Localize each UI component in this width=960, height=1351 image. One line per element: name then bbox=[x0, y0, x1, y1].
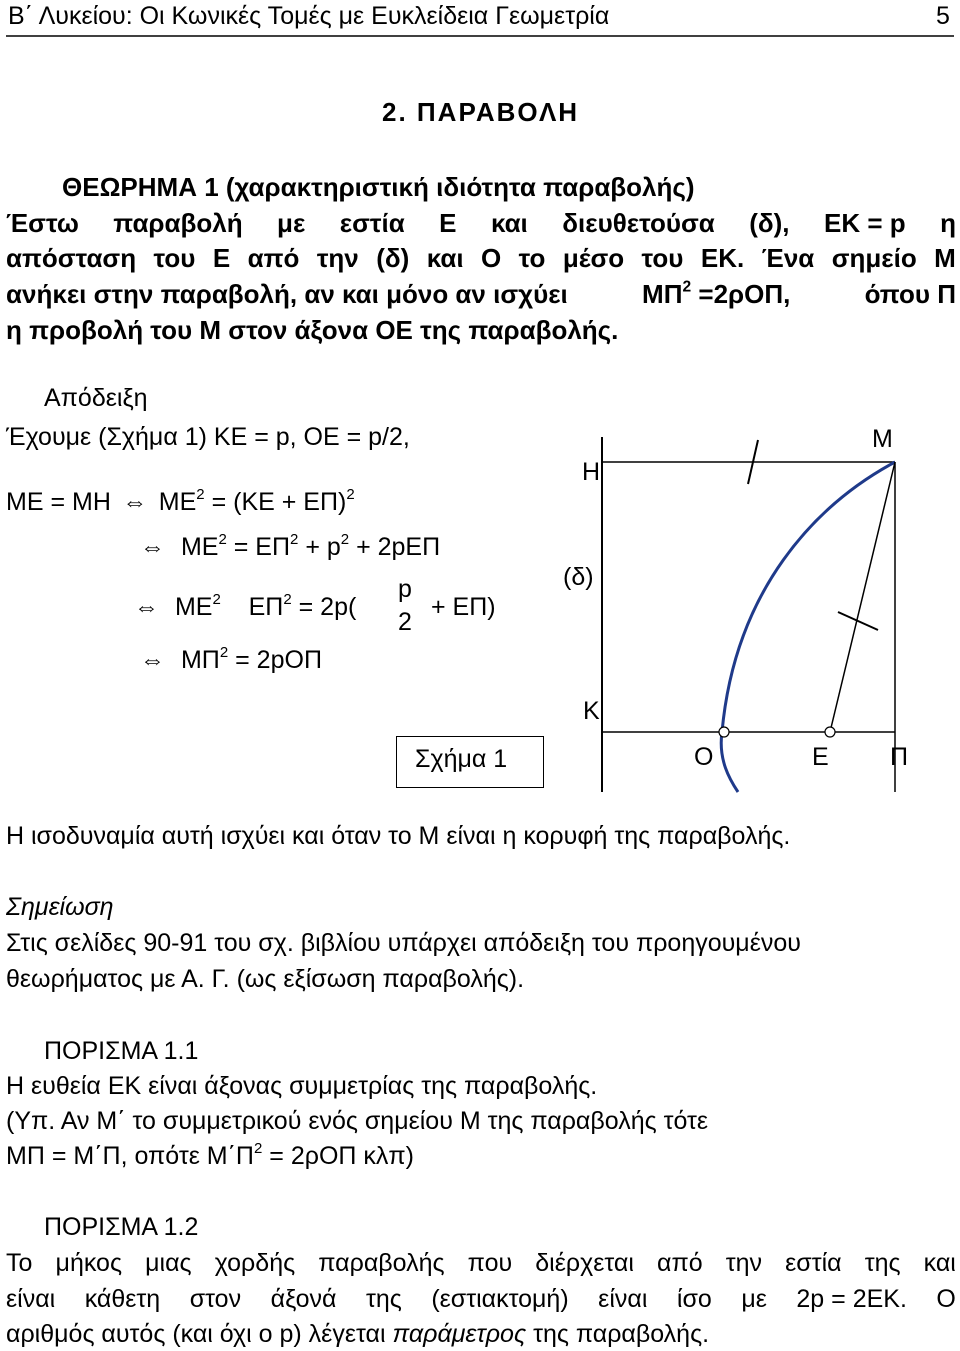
theorem-line-1 bbox=[6, 208, 956, 239]
theorem-word: σημείο bbox=[831, 243, 917, 273]
theorem-word: το bbox=[518, 243, 546, 273]
corollary-2-line-1 bbox=[6, 1249, 956, 1278]
figure-caption: Σχήμα 1 bbox=[415, 745, 508, 773]
corollary-2-word: μήκος bbox=[55, 1249, 123, 1277]
theorem-word: παραβολή bbox=[113, 208, 243, 238]
theorem-word: (δ) bbox=[376, 243, 410, 273]
parabola-curve bbox=[721, 462, 895, 792]
theorem-word: με bbox=[277, 208, 306, 238]
theorem-word: (δ), bbox=[749, 208, 790, 238]
theorem-word: απόσταση bbox=[6, 243, 137, 273]
equal-tick-mark bbox=[838, 612, 878, 630]
equivalence-symbol: ⇔ bbox=[140, 533, 165, 561]
segment-me bbox=[830, 462, 895, 732]
label-o: Ο bbox=[694, 743, 714, 771]
theorem-word: Έστω bbox=[6, 208, 79, 238]
theorem-word: και bbox=[426, 243, 464, 273]
corollary-2-word: και bbox=[923, 1249, 956, 1277]
theorem-word: Ε bbox=[439, 208, 457, 238]
corollary-2-word: εστία bbox=[785, 1249, 842, 1277]
corollary-2-word: (εστιακτομή) bbox=[431, 1285, 569, 1313]
equation-3-tail: + ΕΠ) bbox=[431, 593, 496, 621]
theorem-word: Ε bbox=[212, 243, 231, 273]
note-title: Σημείωση bbox=[6, 893, 114, 921]
corollary-2-word: είναι bbox=[598, 1285, 648, 1313]
label-h: Η bbox=[582, 458, 601, 486]
theorem-word: διευθετούσα bbox=[562, 208, 715, 238]
theorem-word: ΕΚ = p bbox=[823, 208, 906, 238]
theorem-line-3-part-d: όπου Π bbox=[864, 279, 956, 309]
corollary-2-word: 2p = 2ΕΚ. bbox=[796, 1285, 907, 1313]
corollary-2-word: άξονά bbox=[270, 1285, 337, 1313]
theorem-line-3 bbox=[6, 279, 956, 310]
theorem-word: την bbox=[316, 243, 359, 273]
corollary-2-word: την bbox=[725, 1249, 763, 1277]
corollary-2-word: Ο bbox=[936, 1285, 956, 1313]
corollary-2-line-2 bbox=[6, 1285, 956, 1314]
theorem-word: και bbox=[490, 208, 528, 238]
corollary-2-word: Το bbox=[6, 1249, 33, 1277]
theorem-word: από bbox=[247, 243, 300, 273]
corollary-2-word: διέρχεται bbox=[535, 1249, 634, 1277]
figure-caption-box bbox=[396, 736, 544, 788]
term-parameter: παράμετρος bbox=[392, 1320, 527, 1348]
note-line-1: Στις σελίδες 90-91 του σχ. βιβλίου υπάρχει απόδειξη του προηγουμένου bbox=[6, 929, 801, 957]
corollary-1-title: ΠΟΡΙΣΜΑ 1.1 bbox=[44, 1037, 199, 1065]
equation-4: ⇔ $M\Pi^2 = 2pO\Pi$ bbox=[140, 643, 322, 674]
corollary-2-word: κάθετη bbox=[84, 1285, 161, 1313]
corollary-1-line-1: Η ευθεία ΕΚ είναι άξονας συμμετρίας της παραβολής. bbox=[6, 1072, 598, 1100]
theorem-word: η bbox=[940, 208, 956, 238]
theorem-word: μέσο bbox=[562, 243, 625, 273]
point-e-marker bbox=[825, 727, 835, 737]
equivalence-symbol: ⇔ bbox=[122, 488, 148, 516]
label-e: Ε bbox=[812, 743, 829, 771]
theorem-word: ΕΚ. bbox=[700, 243, 745, 273]
corollary-2-word: στον bbox=[189, 1285, 242, 1313]
page-number: 5 bbox=[936, 2, 950, 30]
theorem-word: Ένα bbox=[761, 243, 815, 273]
fraction-numerator: p bbox=[398, 575, 412, 603]
corollary-1-line-3: ΜΠ = Μ΄Π, οπότε $M΄\Pi^2 = 2\rho O\Pi$ κλπ) bbox=[6, 1139, 414, 1170]
proof-line-1: Έχουμε (Σχήμα 1) ΚΕ = p, ΟΕ = p/2, bbox=[6, 423, 410, 451]
equivalence-symbol: ⇔ bbox=[134, 593, 159, 621]
theorem-formula: $M\Pi^2 =2\rho O\Pi$, bbox=[642, 278, 791, 309]
corollary-2-word: είναι bbox=[6, 1285, 56, 1313]
point-o-marker bbox=[719, 727, 729, 737]
corollary-2-word: της bbox=[365, 1285, 402, 1313]
label-m: Μ bbox=[872, 425, 893, 453]
corollary-2-word: χορδής bbox=[214, 1249, 296, 1277]
fraction-denominator: 2 bbox=[398, 608, 412, 636]
corollary-1-line-2: (Υπ. Αν Μ΄ το συμμετρικού ενός σημείου Μ της παραβολής τότε bbox=[6, 1107, 709, 1135]
equation-1: ΜΕ = ΜΗ ⇔ $ME^2 = (KE + E\Pi)^2$ bbox=[6, 485, 355, 516]
corollary-2-word: ίσο bbox=[676, 1285, 712, 1313]
section-title: 2. ΠΑΡΑΒΟΛΗ bbox=[382, 97, 580, 127]
corollary-2-word: που bbox=[467, 1249, 513, 1277]
corollary-2-word: της bbox=[864, 1249, 901, 1277]
equation-2: ⇔ $ME^2 = E\Pi^2 + p^2 + 2pE\Pi$ bbox=[140, 530, 441, 561]
label-k: Κ bbox=[583, 697, 600, 725]
label-delta: (δ) bbox=[563, 563, 594, 591]
corollary-2-word: από bbox=[657, 1249, 703, 1277]
equivalence-remark: Η ισοδυναμία αυτή ισχύει και όταν το Μ είναι η κορυφή της παραβολής. bbox=[6, 822, 791, 850]
label-p: Π bbox=[890, 743, 909, 771]
theorem-word: Μ bbox=[934, 243, 956, 273]
theorem-line-2 bbox=[6, 243, 956, 274]
corollary-2-word: μιας bbox=[145, 1249, 192, 1277]
theorem-word: εστία bbox=[339, 208, 405, 238]
theorem-line-4: η προβολή του Μ στον άξονα ΟΕ της παραβολής. bbox=[6, 315, 619, 345]
equal-tick-mark bbox=[748, 440, 758, 484]
theorem-title: ΘΕΩΡΗΜΑ 1 (χαρακτηριστική ιδιότητα παραβολής) bbox=[62, 172, 695, 202]
proof-title: Απόδειξη bbox=[44, 384, 148, 412]
theorem-word: του bbox=[641, 243, 684, 273]
corollary-2-word: παραβολής bbox=[318, 1249, 445, 1277]
corollary-2-title: ΠΟΡΙΣΜΑ 1.2 bbox=[44, 1213, 199, 1241]
corollary-2-line-3: αριθμός αυτός (και όχι ο p) λέγεται παράμετρος της παραβολής. bbox=[6, 1320, 710, 1348]
note-line-2: θεωρήματος με Α. Γ. (ως εξίσωση παραβολής). bbox=[6, 965, 525, 993]
running-header-title: Β΄ Λυκείου: Οι Κωνικές Τομές με Ευκλείδεια Γεωμετρία bbox=[8, 2, 610, 30]
theorem-word: Ο bbox=[480, 243, 502, 273]
equivalence-symbol: ⇔ bbox=[140, 646, 165, 674]
corollary-2-word: με bbox=[741, 1285, 767, 1313]
equation-3: ⇔ $ME^2$ $E\Pi^2 = 2p$( bbox=[134, 590, 357, 621]
theorem-line-3-part-a: ανήκει στην παραβολή, αν και μόνο αν ισχύει bbox=[6, 279, 568, 309]
theorem-word: του bbox=[153, 243, 196, 273]
